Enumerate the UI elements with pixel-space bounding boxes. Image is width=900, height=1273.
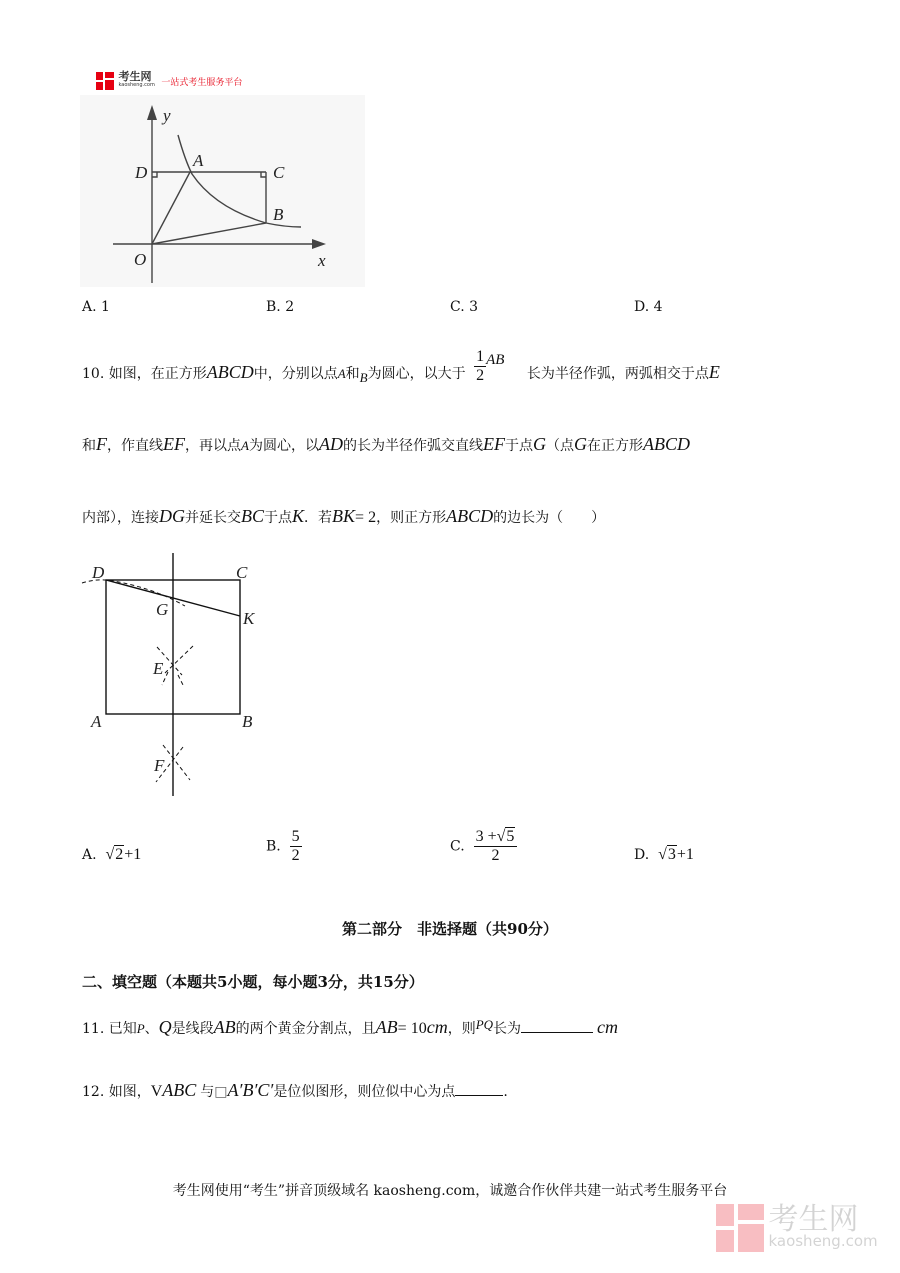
q12-text: 12. 如图，VABC 与□A′B′C′是位似图形，则位似中心为点 . [82, 1080, 508, 1100]
logo-domain: kaosheng.com [118, 82, 155, 88]
subsection-title: 二、填空题（本题共5小题，每小题3分，共15分） [82, 973, 424, 991]
label-A: A [193, 151, 204, 170]
label-B: B [242, 712, 253, 731]
hyperbola-rectangle-figure [80, 95, 365, 287]
label-K: K [243, 609, 255, 628]
q9-option-d: D. 4 [634, 299, 663, 315]
label-A: A [91, 712, 102, 731]
label-D: D [135, 163, 148, 182]
label-F: F [154, 756, 165, 775]
header-logo [96, 72, 242, 90]
logo-mark-icon [96, 72, 114, 90]
q11-answer-blank[interactable] [521, 1018, 593, 1033]
logo-slogan: 一站式考生服务平台 [161, 77, 243, 88]
label-x: x [318, 251, 326, 270]
label-O: O [134, 250, 147, 269]
q10-option-b: B. $\frac{5}{2}$ [266, 828, 300, 864]
label-G: G [156, 600, 169, 619]
label-C: C [273, 163, 285, 182]
watermark-brand: 考生网 [768, 1202, 859, 1237]
logo-brand: 考生网 [118, 70, 152, 83]
q10-option-d: D. √3+1 [634, 846, 694, 863]
q10-option-c: C. $\frac{3 +√5}{2}$ [450, 828, 517, 865]
watermark-logo [716, 1204, 878, 1252]
q9-option-c: C. 3 [450, 299, 479, 315]
footer-text: 考生网使用“考生”拼音顶级域名 kaosheng.com，诚邀合作伙伴共建一站式考生服务平台 [172, 1183, 728, 1199]
q12-answer-blank[interactable] [455, 1081, 503, 1096]
q11-text: 11. 已知P、Q是线段AB的两个黄金分割点，且AB= 10cm，则PQ长为 cm [82, 1017, 619, 1037]
q10-line-1: 10. 如图，在正方形ABCD中，分别以点A和B为圆心，以大于 $\frac{1}{2}$ AB 长为半径作弧，两弧相交于点E [82, 348, 720, 385]
label-y: y [163, 106, 171, 125]
q10-option-a: A. √2+1 [82, 846, 142, 863]
watermark-domain: kaosheng.com [768, 1232, 878, 1250]
q9-option-b: B. 2 [266, 299, 295, 315]
label-B: B [273, 205, 284, 224]
section-title: 第二部分 非选择题（共90分） [342, 920, 558, 938]
square-construction-figure [80, 550, 280, 800]
label-C: C [236, 563, 248, 582]
label-E: E [153, 659, 164, 678]
q9-option-a: A. 1 [82, 299, 110, 315]
q10-line-2: 和F，作直线EF，再以点A为圆心，以AD的长为半径作弧交直线EF于点G（点G在正方形ABCD [82, 434, 690, 454]
label-D: D [92, 563, 105, 582]
watermark-mark-icon [716, 1204, 764, 1252]
q10-line-3: 内部），连接DG并延长交BC于点K．若BK= 2，则正方形ABCD的边长为（ ） [82, 506, 606, 526]
